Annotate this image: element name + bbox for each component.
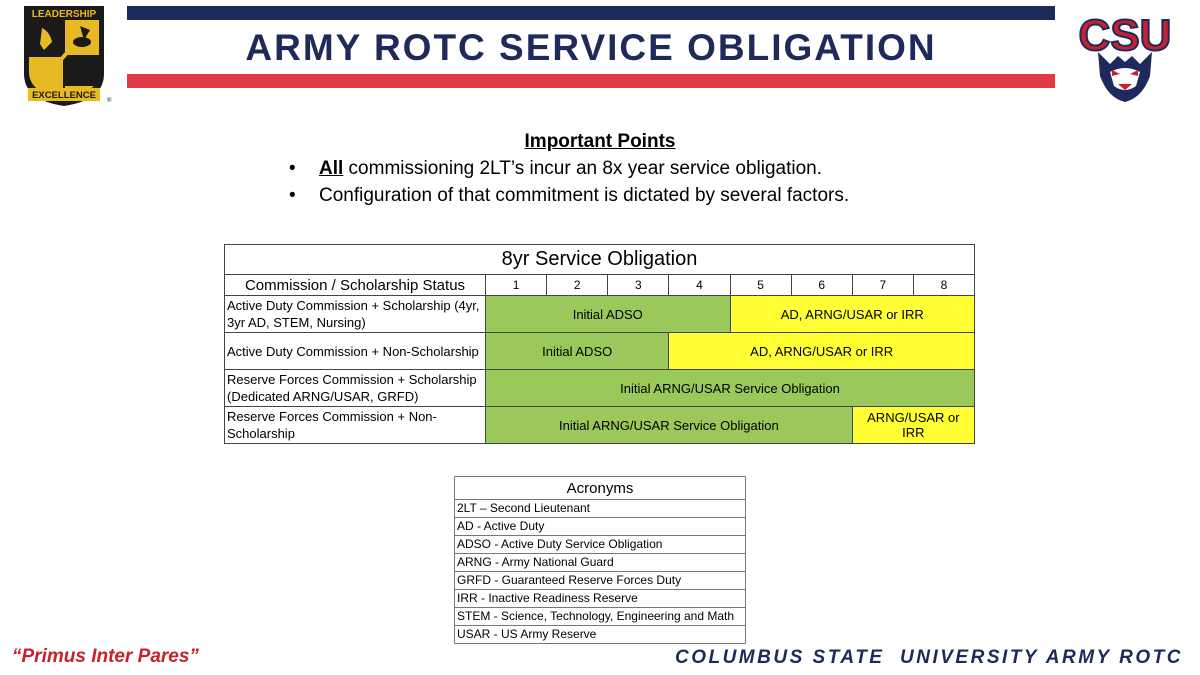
obligation-segment: AD, ARNG/USAR or IRR [669,333,975,370]
row-label: Reserve Forces Commission + Scholarship (Dedicated ARNG/USAR, GRFD) [225,370,486,407]
acronym-item: AD - Active Duty [455,518,746,536]
acronym-item: IRR - Inactive Readiness Reserve [455,590,746,608]
obligation-segment: Initial ARNG/USAR Service Obligation [486,370,975,407]
csu-logo-text: CSU [1078,11,1172,60]
obligation-segment: Initial ADSO [486,333,669,370]
bullet-dot-icon: • [289,158,296,179]
bullet-item [289,158,822,180]
footer-motto: “Primus Inter Pares” [12,646,199,667]
registered-mark: ® [107,98,112,104]
bullet-dot-icon: • [289,185,296,206]
acronym-item: STEM - Science, Technology, Engineering and Math [455,608,746,626]
year-header: 6 [791,275,852,296]
year-header: 4 [669,275,730,296]
obligation-table-caption: 8yr Service Obligation [225,245,975,275]
year-header: 1 [486,275,547,296]
acronym-item: ADSO - Active Duty Service Obligation [455,536,746,554]
leadership-excellence-emblem-icon [20,4,114,108]
footer-organization: COLUMBUS STATE UNIVERSITY ARMY ROTC [674,647,1183,668]
header-bottom-bar [127,74,1055,88]
obligation-segment: AD, ARNG/USAR or IRR [730,296,975,333]
acronyms-caption: Acronyms [455,477,746,500]
table-row [225,333,975,370]
acronym-item: GRFD - Guaranteed Reserve Forces Duty [455,572,746,590]
bullet-emphasis: All [319,158,344,179]
status-column-header: Commission / Scholarship Status [225,275,486,296]
row-label: Active Duty Commission + Non-Scholarship [225,333,486,370]
header-top-bar [127,6,1055,20]
row-label: Active Duty Commission + Scholarship (4yr, 3yr AD, STEM, Nursing) [225,296,486,333]
obligation-segment: Initial ARNG/USAR Service Obligation [486,407,853,444]
logo-bottom-text: EXCELLENCE [32,90,96,101]
acronym-item: USAR - US Army Reserve [455,626,746,644]
logo-top-text: LEADERSHIP [31,9,97,20]
year-header: 2 [547,275,608,296]
year-header: 3 [608,275,669,296]
obligation-segment: ARNG/USAR or IRR [852,407,974,444]
row-label: Reserve Forces Commission + Non-Scholarship [225,407,486,444]
acronym-item: 2LT – Second Lieutenant [455,500,746,518]
table-row [225,296,975,333]
table-row [225,407,975,444]
bullet-item [289,185,849,207]
bullet-text: commissioning 2LT’s incur an 8x year service obligation. [343,158,823,179]
csu-cougar-logo-icon [1070,6,1180,106]
year-header: 8 [913,275,974,296]
acronym-item: ARNG - Army National Guard [455,554,746,572]
page-title: ARMY ROTC SERVICE OBLIGATION [245,27,937,68]
year-header: 5 [730,275,791,296]
obligation-segment: Initial ADSO [486,296,731,333]
bullet-text: Configuration of that commitment is dictated by several factors. [319,185,850,206]
service-obligation-table [224,244,975,444]
year-header: 7 [852,275,913,296]
important-points-heading: Important Points [524,131,676,152]
acronyms-table [454,476,746,644]
table-row [225,370,975,407]
